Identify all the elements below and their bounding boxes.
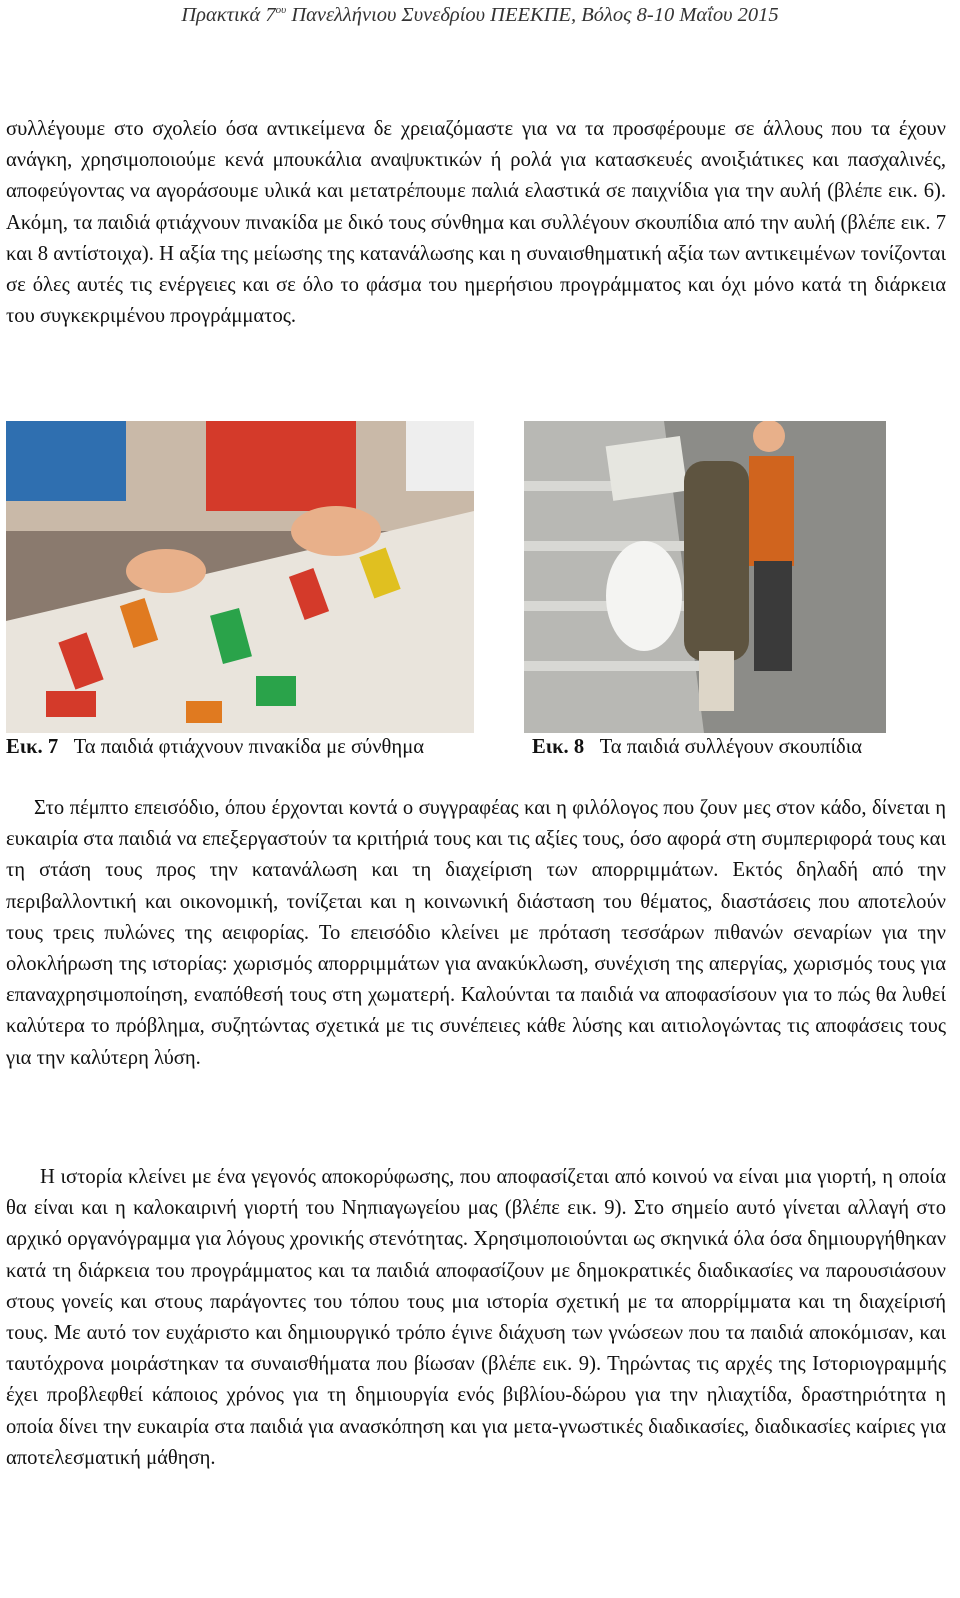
paragraph-1: συλλέγουμε στο σχολείο όσα αντικείμενα δε χρειαζόμαστε για να τα προσφέρουμε σε άλλους που τα έχουν ανάγκη, χρησιμοποιούμε κενά μπουκάλια αναψυκτικών ή ρολά για κατασκευές ανοιξιάτικες και πασχαλινές, αποφεύγοντας να αγοράσουμε υλικά και μετατρέπουμε παλιά ελαστικά σε παιχνίδια για την αυλή (βλέπε εικ. 6). Ακόμη, τα παιδιά φτιάχνουν πινακίδα με δικό τους σύνθημα και συλλέγουν σκουπίδια από την αυλή (βλέπε εικ. 7 και 8 αντίστοιχα). Η αξία της μείωσης της κατανάλωσης και η συναισθηματική αξία των αντικειμένων τονίζονται σε όλες αυτές τις ενέργειες και σε όλο το φάσμα του ημερήσιου προγράμματος και όχι μόνο κατά τη διάρκεια του συγκεκριμένου προγράμματος. xyxy=(6,118,946,328)
page-header xyxy=(0,4,960,27)
header-suffix: Πανελλήνιου Συνεδρίου ΠΕΕΚΠΕ, Βόλος 8-10 Μαΐου 2015 xyxy=(286,4,779,26)
header-sup: ου xyxy=(275,4,287,17)
figure-7-caption xyxy=(6,736,424,759)
figure-7-photo xyxy=(6,421,474,733)
figure-8-label: Εικ. 8 xyxy=(532,736,585,758)
paragraph-2: Στο πέμπτο επεισόδιο, όπου έρχονται κοντά ο συγγραφέας και η φιλόλογος που ζουν μες στον κάδο, δίνεται η ευκαιρία στα παιδιά να επεξεργαστούν τα κριτήριά τους και τις αξίες τους, όσο αφορά στη συμπεριφορά τους και τη στάση τους προς την κατανάλωση και τη διαχείριση των απορριμμάτων. Εκτός δηλαδή από την περιβαλλοντική και οικονομική, τονίζεται και η κοινωνική διάσταση του θέματος, διαστάσεις που αποτελούν τους τρεις πυλώνες της αειφορίας. Το επεισόδιο κλείνει με πρόταση τεσσάρων πιθανών σεναρίων για την ολοκλήρωση της ιστορίας: χωρισμός απορριμμάτων για ανακύκλωση, συνέχιση της απεργίας, χωρισμός τους για επαναχρησιμοποίηση, εναπόθεσή τους στη χωματερή. Καλούνται τα παιδιά να αποφασίσουν για το πώς θα λυθεί καλύτερα το πρόβλημα, συζητώντας σχετικά με τις συνέπειες κάθε λύσης και αιτιολογώντας τις αποφάσεις τους για την καλύτερη λύση. xyxy=(6,797,946,1069)
figure-8-caption-text: Τα παιδιά συλλέγουν σκουπίδια xyxy=(599,736,863,758)
figure-7-caption-text: Τα παιδιά φτιάχνουν πινακίδα με σύνθημα xyxy=(73,736,425,758)
figure-8-photo xyxy=(524,421,886,733)
paragraph-3: Η ιστορία κλείνει με ένα γεγονός αποκορύφωσης, που αποφασίζεται από κοινού να είναι μια γιορτή, η οποία θα είναι και η καλοκαιρινή γιορτή του Νηπιαγωγείου μας (βλέπε εικ. 9). Στο σημείο αυτό γίνεται αλλαγή στο αρχικό οργανόγραμμα για λόγους χρονικής στενότητας. Χρησιμοποιούνται ως σκηνικά όλα όσα δημιουργήθηκαν κατά τη διάρκεια του προγράμματος και τα παιδιά αποφασίζουν με δημοκρατικές διαδικασίες να παρουσιάσουν στους γονείς και στους παράγοντες του τόπου τους μια ιστορία σχετική με τα απορρίμματα και τη διαχείρισή τους. Με αυτό τον ευχάριστο και δημιουργικό τρόπο έγινε διάχυση των γνώσεων που τα παιδιά αποκόμισαν, και ταυτόχρονα μοιράστηκαν τα συναισθήματα που βίωσαν (βλέπε εικ. 9). Τηρώντας τις αρχές της Ιστοριογραμμής έχει προβλεφθεί κάποιος χρόνος για τη δημιουργία ενός βιβλίου-δώρου για την ηλιαχτίδα, δραστηριότητα η οποία δίνει την ευκαιρία στα παιδιά για ανασκόπηση και για μετα-γνωστικές διαδικασίες, διαδικασίες καίριες για αποτελεσματική μάθηση. xyxy=(6,1166,946,1469)
header-prefix: Πρακτικά 7 xyxy=(181,4,276,26)
figure-7-label: Εικ. 7 xyxy=(6,736,59,758)
figure-8-caption xyxy=(532,736,862,759)
